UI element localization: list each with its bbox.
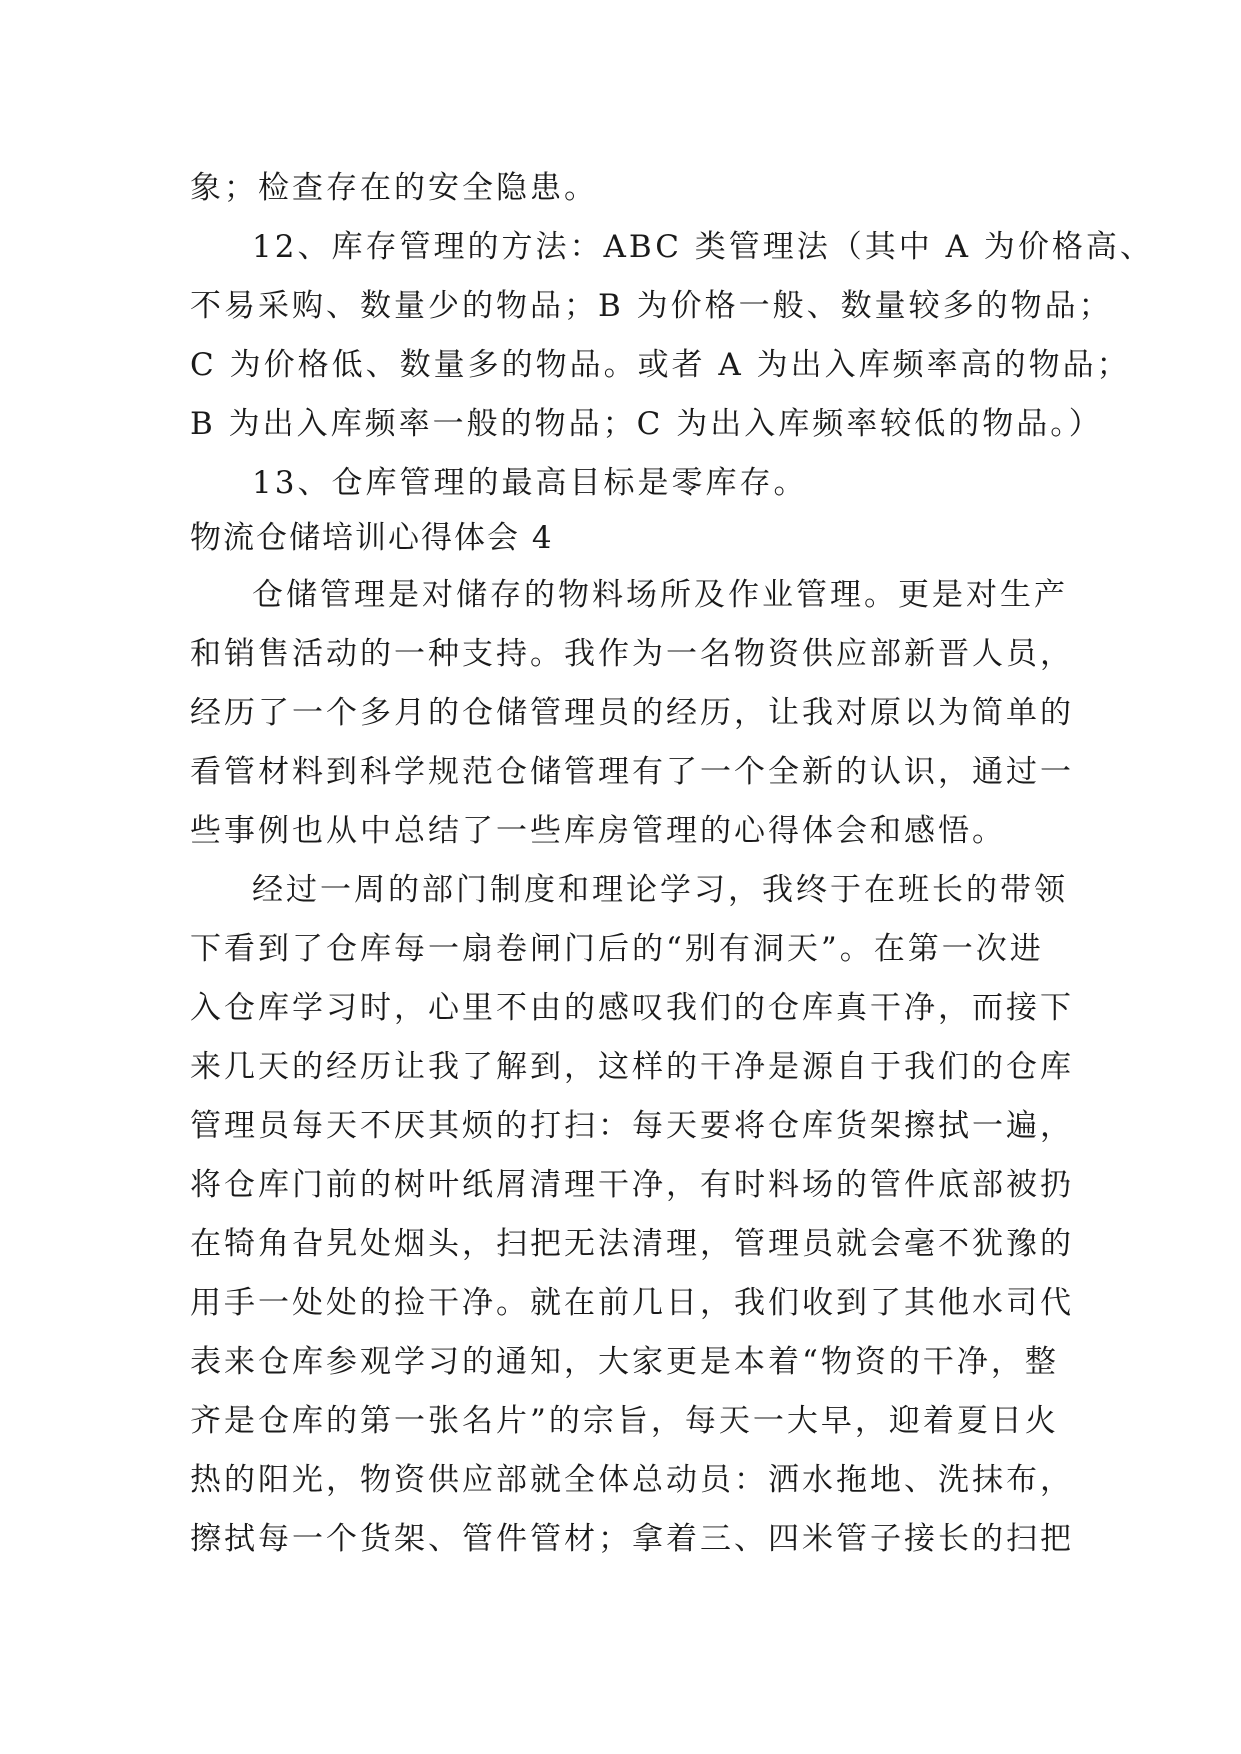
text-line: 12、库存管理的方法：ABC 类管理法（其中 A 为价格高、 [252,229,1154,265]
text-line: 热的阳光，物资供应部就全体总动员：洒水拖地、洗抹布， [190,1462,1074,1498]
text-line: 看管材料到科学规范仓储管理有了一个全新的认识，通过一 [190,754,1074,790]
text-line: 管理员每天不厌其烦的打扫：每天要将仓库货架擦拭一遍， [190,1108,1074,1144]
text-line: B 为出入库频率一般的物品；C 为出入库频率较低的物品。） [190,406,1103,442]
text-line: 来几天的经历让我了解到，这样的干净是源自于我们的仓库 [190,1049,1074,1085]
text-line: 象；检查存在的安全隐患。 [190,170,598,206]
text-line: 在犄角旮旯处烟头，扫把无法清理，管理员就会毫不犹豫的 [190,1226,1074,1262]
text-line: 表来仓库参观学习的通知，大家更是本着“物资的干净，整 [190,1344,1059,1380]
section-heading: 物流仓储培训心得体会 4 [190,520,554,556]
text-line: 13、仓库管理的最高目标是零库存。 [252,465,808,501]
text-line: 将仓库门前的树叶纸屑清理干净，有时料场的管件底部被扔 [190,1167,1074,1203]
text-line: 经历了一个多月的仓储管理员的经历，让我对原以为简单的 [190,695,1074,731]
text-line: 仓储管理是对储存的物料场所及作业管理。更是对生产 [252,577,1068,613]
text-line: 和销售活动的一种支持。我作为一名物资供应部新晋人员， [190,636,1074,672]
text-line: 用手一处处的捡干净。就在前几日，我们收到了其他水司代 [190,1285,1074,1321]
text-line: 下看到了仓库每一扇卷闸门后的“别有洞天”。在第一次进 [190,931,1044,967]
text-line: 入仓库学习时，心里不由的感叹我们的仓库真干净，而接下 [190,990,1074,1026]
text-line: 擦拭每一个货架、管件管材；拿着三、四米管子接长的扫把 [190,1521,1074,1557]
text-line: 齐是仓库的第一张名片”的宗旨，每天一大早，迎着夏日火 [190,1403,1059,1439]
text-line: 不易采购、数量少的物品；B 为价格一般、数量较多的物品； [190,288,1113,324]
text-line: 些事例也从中总结了一些库房管理的心得体会和感悟。 [190,813,1006,849]
text-line: 经过一周的部门制度和理论学习，我终于在班长的带领 [252,872,1068,908]
text-line: C 为价格低、数量多的物品。或者 A 为出入库频率高的物品； [190,347,1131,383]
